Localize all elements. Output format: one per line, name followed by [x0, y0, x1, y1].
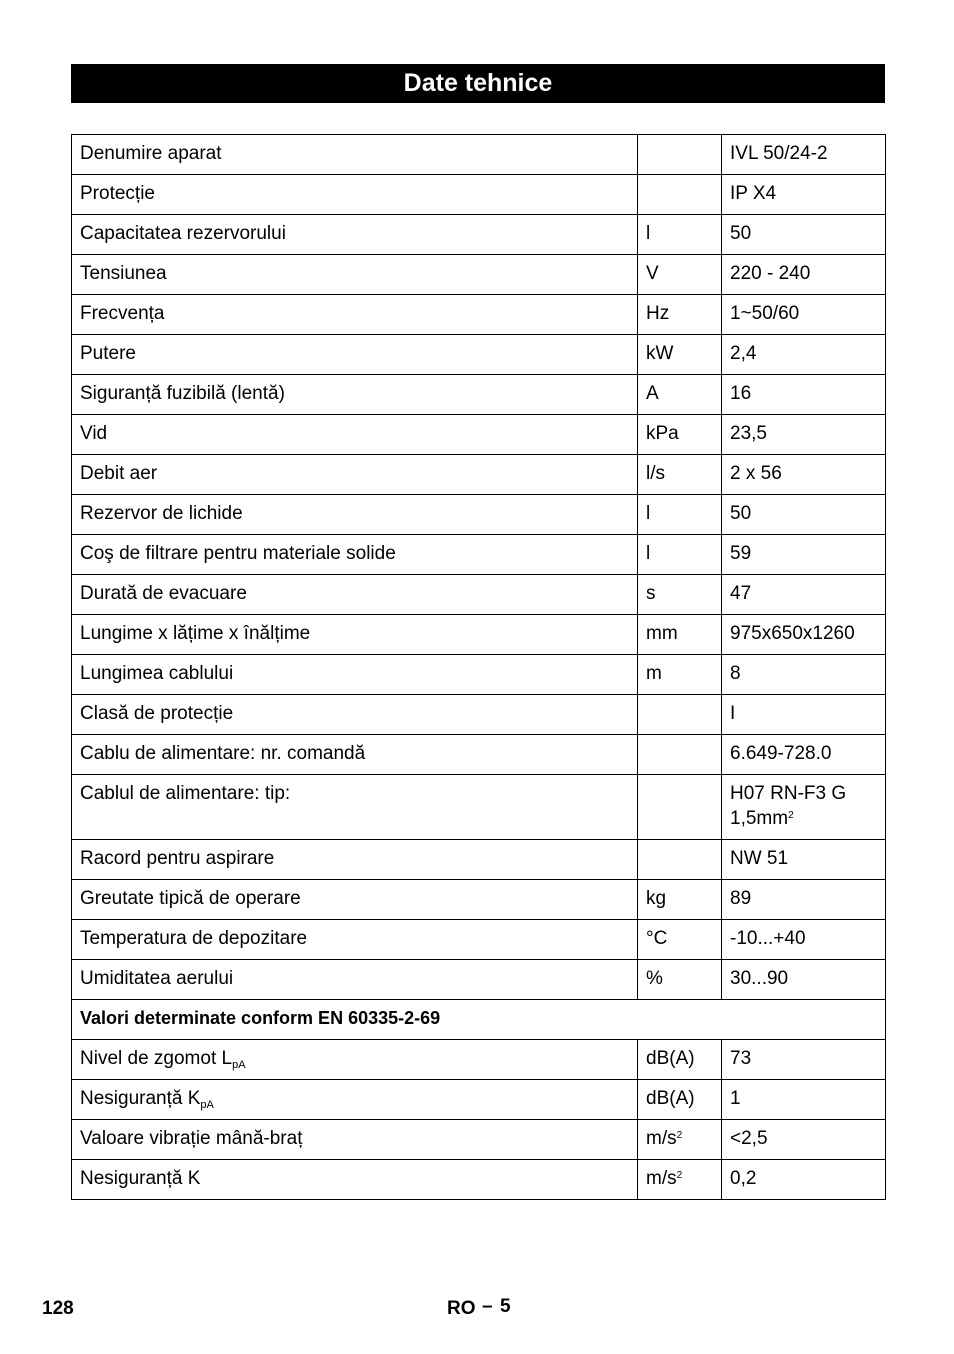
row-value: 16	[722, 375, 886, 415]
row-unit: l/s	[638, 455, 722, 495]
table-row	[72, 735, 886, 775]
row-label: Greutate tipică de operare	[72, 880, 638, 920]
row-label: Nesiguranță K	[72, 1160, 638, 1200]
row-label: Valoare vibrație mână-braț	[72, 1120, 638, 1160]
row-value: 59	[722, 535, 886, 575]
row-value: 220 - 240	[722, 255, 886, 295]
row-value: 23,5	[722, 415, 886, 455]
table-row	[72, 775, 886, 840]
row-value: 47	[722, 575, 886, 615]
footer-dash: –	[482, 1296, 493, 1317]
table-row	[72, 495, 886, 535]
row-value: 2 x 56	[722, 455, 886, 495]
row-unit-text: m/s	[646, 1168, 677, 1189]
row-unit: m	[638, 655, 722, 695]
row-unit: mm	[638, 615, 722, 655]
row-label: Rezervor de lichide	[72, 495, 638, 535]
table-row	[72, 575, 886, 615]
table-row	[72, 415, 886, 455]
row-unit	[638, 135, 722, 175]
row-unit-text: m/s	[646, 1128, 677, 1149]
row-label: Vid	[72, 415, 638, 455]
table-row	[72, 960, 886, 1000]
row-label: Umiditatea aerului	[72, 960, 638, 1000]
superscript: 2	[676, 1170, 683, 1181]
row-unit: s	[638, 575, 722, 615]
table-row	[72, 920, 886, 960]
row-label: Debit aer	[72, 455, 638, 495]
table-row	[72, 615, 886, 655]
row-label	[72, 1040, 638, 1080]
row-unit: l	[638, 215, 722, 255]
row-value: 2,4	[722, 335, 886, 375]
subscript: pA	[200, 1099, 214, 1111]
row-unit	[638, 1160, 722, 1200]
technical-data-table	[71, 134, 886, 1200]
table-row	[72, 135, 886, 175]
row-unit: %	[638, 960, 722, 1000]
table-row	[72, 335, 886, 375]
row-value: NW 51	[722, 840, 886, 880]
row-value: IP X4	[722, 175, 886, 215]
row-label: Frecvența	[72, 295, 638, 335]
row-unit	[638, 840, 722, 880]
section-row	[72, 1000, 886, 1040]
row-label	[72, 1080, 638, 1120]
row-unit	[638, 735, 722, 775]
row-value: 1~50/60	[722, 295, 886, 335]
row-unit	[638, 695, 722, 735]
row-value: IVL 50/24-2	[722, 135, 886, 175]
row-value: 89	[722, 880, 886, 920]
row-label-text: Nivel de zgomot L	[80, 1048, 233, 1069]
row-value: 30...90	[722, 960, 886, 1000]
page-title	[71, 64, 885, 103]
table-row	[72, 695, 886, 735]
table-row	[72, 375, 886, 415]
subscript: pA	[232, 1059, 246, 1071]
row-label: Racord pentru aspirare	[72, 840, 638, 880]
row-label: Denumire aparat	[72, 135, 638, 175]
row-label: Protecție	[72, 175, 638, 215]
row-unit: kPa	[638, 415, 722, 455]
row-unit: V	[638, 255, 722, 295]
row-label-text: Nesiguranță K	[80, 1088, 201, 1109]
table-row	[72, 295, 886, 335]
row-label: Lungime x lățime x înălțime	[72, 615, 638, 655]
row-label: Capacitatea rezervorului	[72, 215, 638, 255]
row-unit: l	[638, 495, 722, 535]
row-value: -10...+40	[722, 920, 886, 960]
row-label: Tensiunea	[72, 255, 638, 295]
superscript: 2	[788, 810, 794, 821]
row-label: Temperatura de depozitare	[72, 920, 638, 960]
table-row	[72, 255, 886, 295]
row-label: Putere	[72, 335, 638, 375]
row-unit: dB(A)	[638, 1040, 722, 1080]
row-value: 50	[722, 495, 886, 535]
row-unit: kW	[638, 335, 722, 375]
row-label: Durată de evacuare	[72, 575, 638, 615]
row-value	[722, 775, 886, 840]
row-label: Siguranță fuzibilă (lentă)	[72, 375, 638, 415]
table-row	[72, 535, 886, 575]
row-value-line1: H07 RN-F3 G	[730, 783, 847, 804]
row-unit: dB(A)	[638, 1080, 722, 1120]
table-row	[72, 215, 886, 255]
footer-section-number: 5	[500, 1296, 511, 1317]
row-value: 73	[722, 1040, 886, 1080]
table-row	[72, 1160, 886, 1200]
table-row	[72, 1120, 886, 1160]
row-unit: Hz	[638, 295, 722, 335]
table-row	[72, 175, 886, 215]
row-value: 50	[722, 215, 886, 255]
row-value: 975x650x1260	[722, 615, 886, 655]
superscript: 2	[676, 1130, 683, 1141]
row-value: 6.649-728.0	[722, 735, 886, 775]
row-value: <2,5	[722, 1120, 886, 1160]
table-row	[72, 655, 886, 695]
table-row	[72, 880, 886, 920]
row-value: 8	[722, 655, 886, 695]
row-unit: °C	[638, 920, 722, 960]
table-row	[72, 1040, 886, 1080]
row-value: 1	[722, 1080, 886, 1120]
row-unit	[638, 1120, 722, 1160]
row-unit: A	[638, 375, 722, 415]
row-label: Coş de filtrare pentru materiale solide	[72, 535, 638, 575]
table-row	[72, 840, 886, 880]
page-number: 128	[42, 1298, 74, 1319]
row-unit	[638, 175, 722, 215]
table-row	[72, 1080, 886, 1120]
footer-language: RO	[447, 1298, 476, 1319]
row-label: Cablu de alimentare: nr. comandă	[72, 735, 638, 775]
page-title-text: Date tehnice	[403, 69, 553, 97]
row-unit: kg	[638, 880, 722, 920]
row-unit: l	[638, 535, 722, 575]
row-unit	[638, 775, 722, 840]
row-label: Cablul de alimentare: tip:	[72, 775, 638, 840]
row-value: I	[722, 695, 886, 735]
table-row	[72, 455, 886, 495]
section-heading: Valori determinate conform EN 60335-2-69	[72, 1000, 886, 1040]
row-value: 0,2	[722, 1160, 886, 1200]
row-value-line2: 1,5mm	[730, 808, 789, 829]
row-label: Lungimea cablului	[72, 655, 638, 695]
row-label: Clasă de protecție	[72, 695, 638, 735]
